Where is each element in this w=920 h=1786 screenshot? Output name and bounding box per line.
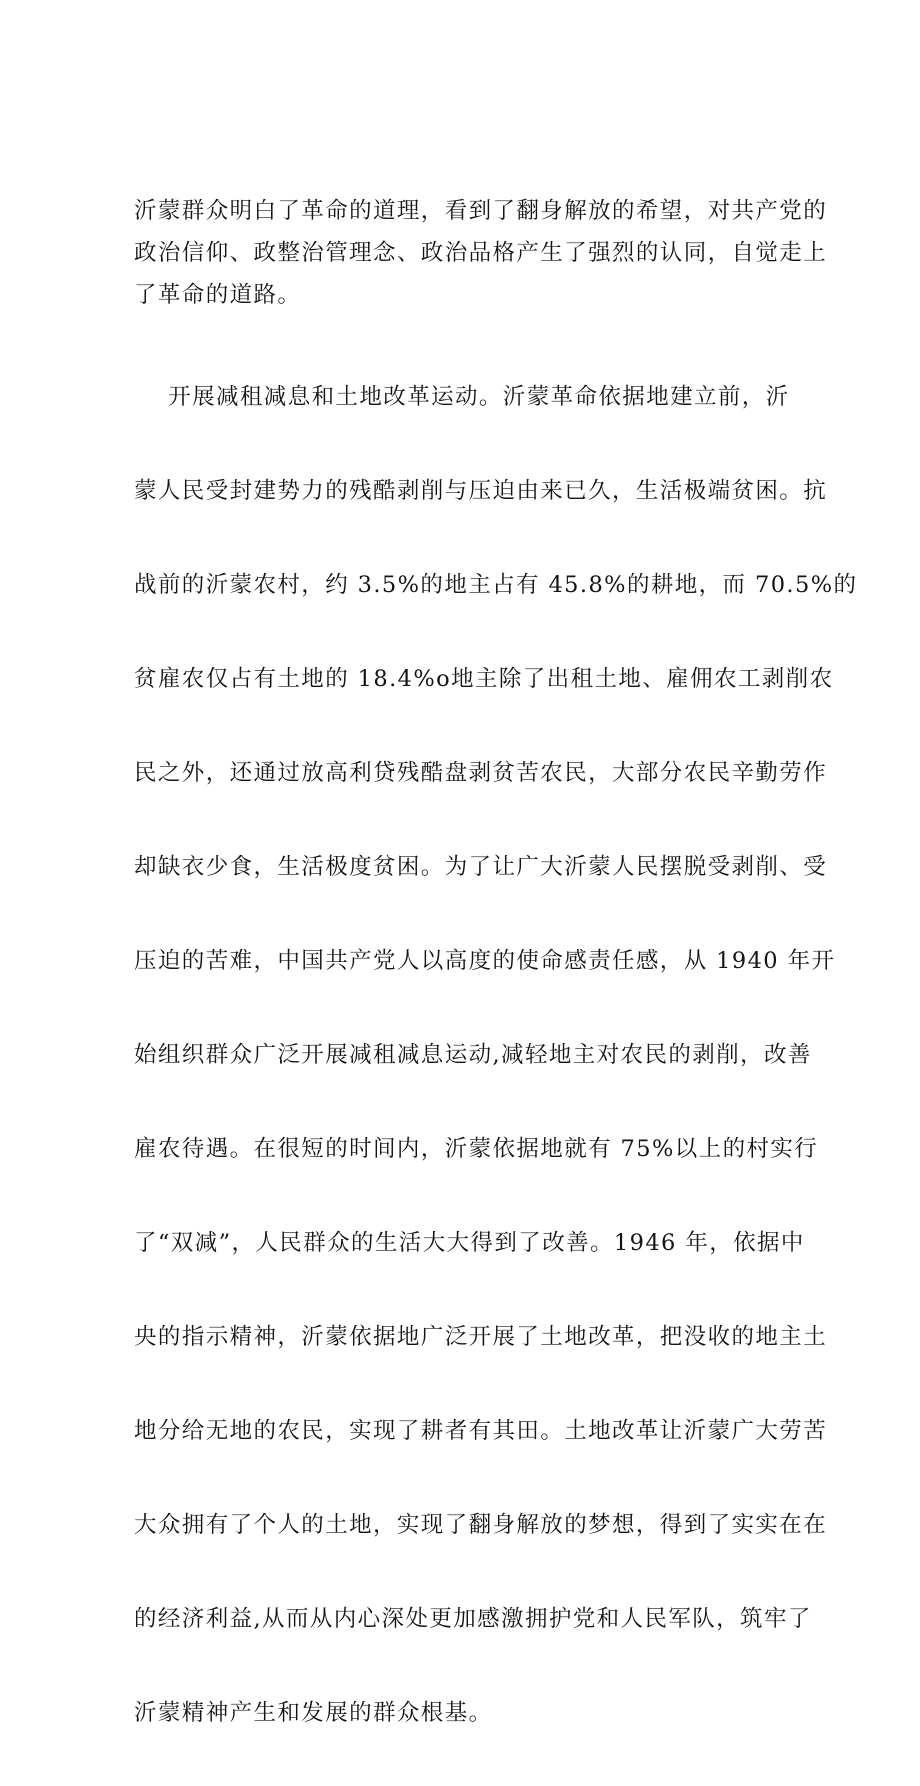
text-line: 雇农待遇。在很短的时间内，沂蒙依据地就有 75%以上的村实行 bbox=[134, 1136, 819, 1162]
text-line: 却缺衣少食，生活极度贫困。为了让广大沂蒙人民摆脱受剥削、受 bbox=[134, 854, 828, 880]
text-line: 政治信仰、政整治管理念、政治品格产生了强烈的认同，自觉走上 bbox=[134, 240, 828, 266]
text-line: 沂蒙精神产生和发展的群众根基。 bbox=[134, 1700, 493, 1726]
text-line: 了革命的道路。 bbox=[134, 282, 302, 308]
body-text bbox=[134, 190, 858, 1786]
text-line: 沂蒙群众明白了革命的道理，看到了翻身解放的希望，对共产党的 bbox=[134, 198, 828, 224]
text-line: 的经济利益,从而从内心深处更加感激拥护党和人民军队，筑牢了 bbox=[134, 1606, 812, 1632]
text-line: 央的指示精神，沂蒙依据地广泛开展了土地改革，把没收的地主土 bbox=[134, 1324, 828, 1350]
text-line: 了“双减”，人民群众的生活大大得到了改善。1946 年，依据中 bbox=[134, 1230, 805, 1256]
text-line: 开展减租减息和土地改革运动。沂蒙革命依据地建立前，沂 bbox=[134, 384, 790, 410]
text-line: 民之外，还通过放高利贷残酷盘剥贫苦农民，大部分农民辛勤劳作 bbox=[134, 760, 828, 786]
paragraph-spacing bbox=[134, 316, 794, 324]
text-line: 大众拥有了个人的土地，实现了翻身解放的梦想，得到了实实在在 bbox=[134, 1512, 828, 1538]
text-line: 战前的沂蒙农村，约 3.5%的地主占有 45.8%的耕地，而 70.5%的 bbox=[134, 572, 858, 598]
text-line: 蒙人民受封建势力的残酷剥削与压迫由来已久，生活极端贫困。抗 bbox=[134, 478, 828, 504]
text-line: 地分给无地的农民，实现了耕者有其田。土地改革让沂蒙广大劳苦 bbox=[134, 1418, 828, 1444]
text-line: 压迫的苦难，中国共产党人以高度的使命感责任感，从 1940 年开 bbox=[134, 948, 836, 974]
text-line: 始组织群众广泛开展减租减息运动,减轻地主对农民的剥削，改善 bbox=[134, 1042, 812, 1068]
paragraph-2 bbox=[134, 324, 858, 1786]
paragraph-1 bbox=[134, 190, 828, 316]
text-line: 贫雇农仅占有土地的 18.4%o地主除了出租土地、雇佣农工剥削农 bbox=[134, 666, 834, 692]
